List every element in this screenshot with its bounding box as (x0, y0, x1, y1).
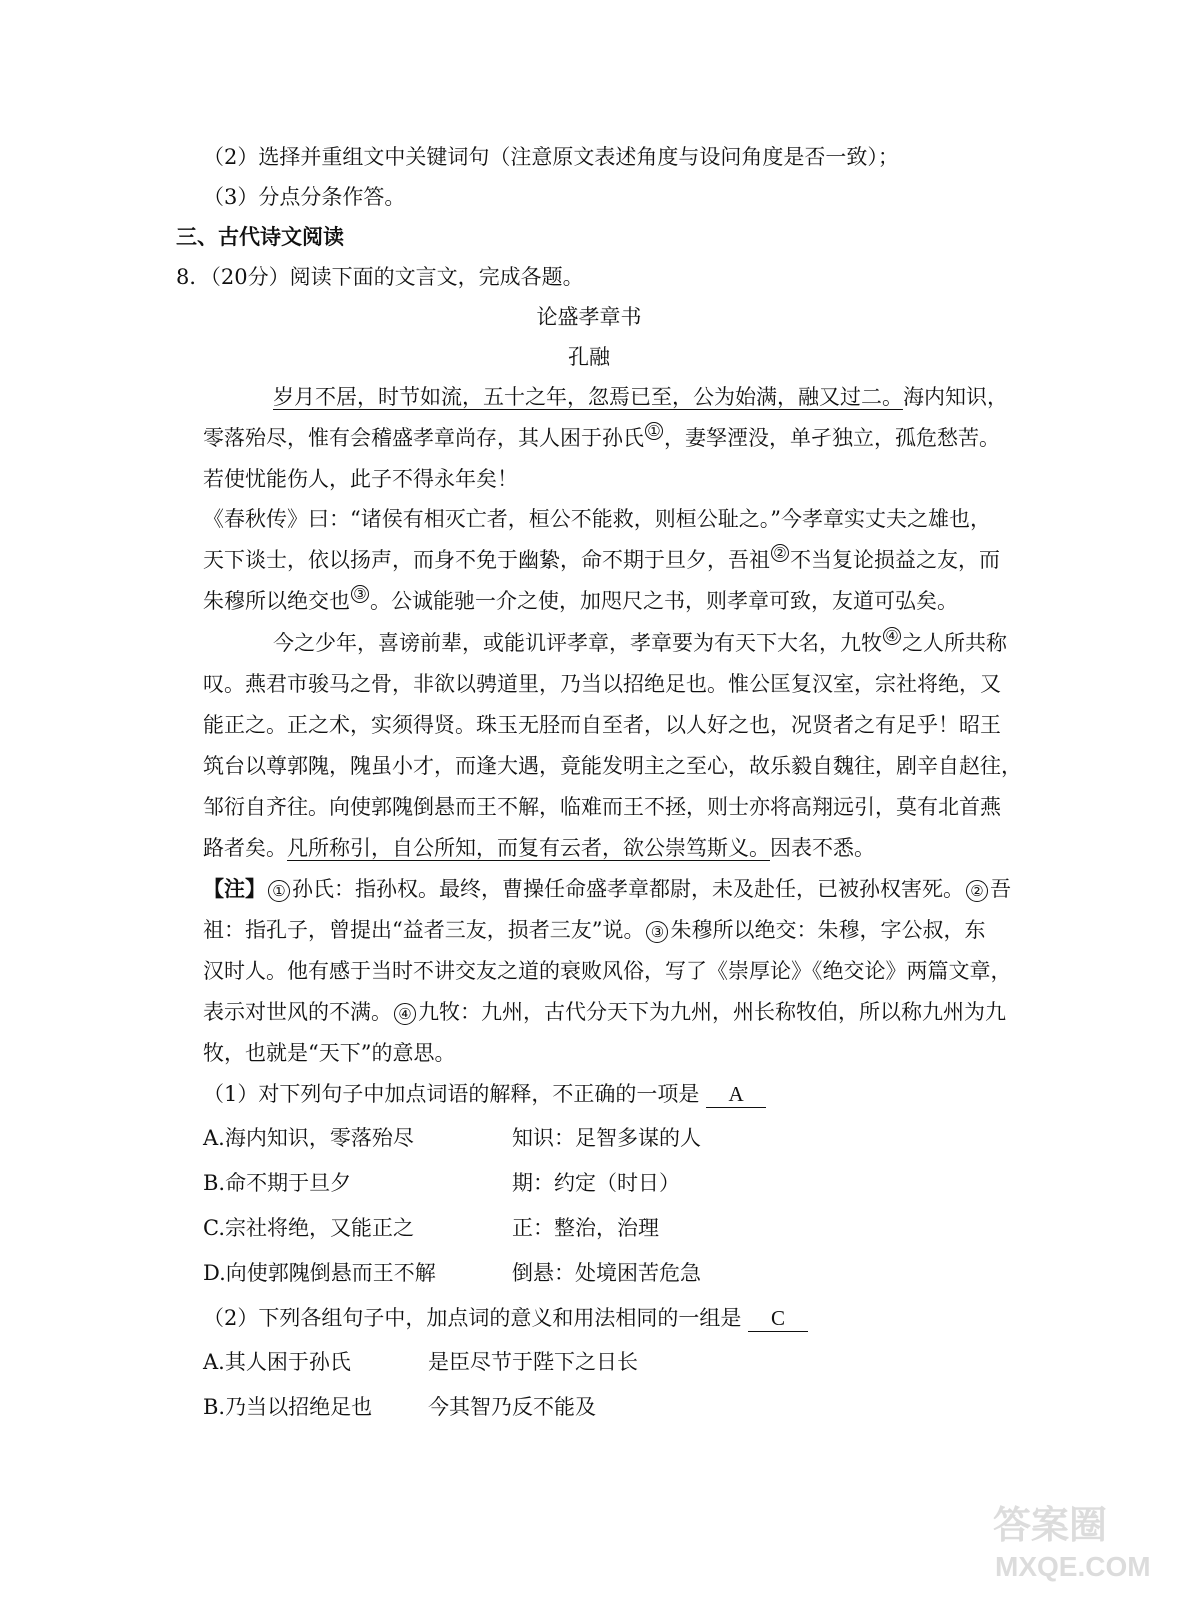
passage-line: 筑台以尊郭隗，隗虽小才，而逢大遇，竟能发明主之至心，故乐毅自魏往，剧辛自赵往， (203, 754, 1022, 778)
underlined-sentence: 岁月不居，时节如流，五十之年，忽焉已至，公为始满，融又过二。 (273, 385, 903, 409)
note-number-4: ④ (394, 1003, 416, 1025)
passage-line: 岁月不居，时节如流，五十之年，忽焉已至，公为始满，融又过二。海内知识， (273, 385, 1008, 409)
passage-line: 若使忧能伤人，此子不得永年矣！ (203, 467, 518, 491)
answer-tip-2: （2）选择并重组文中关键词句（注意原文表述角度与设问角度是否一致）； (203, 145, 899, 169)
note-marker-3: ③ (351, 585, 369, 603)
note-line: 表示对世风的不满。 ④ 九牧：九州，古代分天下为九州，州长称牧伯，所以称九州为九 (203, 1000, 1006, 1024)
question-8-intro: 8．（20分）阅读下面的文言文，完成各题。 (176, 265, 584, 289)
passage-title: 论盛孝章书 (536, 305, 642, 329)
q1-option-d: D.向使郭隗倒悬而王不解 倒悬：处境困苦危急 (203, 1261, 701, 1285)
question-2-answer: C (748, 1306, 808, 1332)
q1-option-a: A.海内知识，零落殆尽 知识：足智多谋的人 (203, 1126, 701, 1150)
note-line: 汉时人。他有感于当时不讲交友之道的衰败风俗，写了《崇厚论》《绝交论》两篇文章， (203, 959, 1012, 983)
underlined-sentence: 凡所称引，自公所知，而复有云者，欲公崇笃斯义。 (287, 836, 770, 860)
passage-line: 朱穆所以绝交也 ③ 。公诚能驰一介之使，加咫尺之书，则孝章可致，友道可弘矣。 (203, 585, 958, 613)
watermark-top: 答案圈 (993, 1505, 1108, 1547)
passage-line: 叹。燕君市骏马之骨，非欲以骋道里，乃当以招绝足也。惟公匡复汉室，宗社将绝，又 (203, 672, 1001, 696)
note-line: 祖：指孔子，曾提出“益者三友，损者三友”说。 ③ 朱穆所以绝交：朱穆，字公叔，东 (203, 918, 986, 942)
note-marker-1: ① (645, 422, 663, 440)
question-1-answer: A (706, 1082, 766, 1108)
passage-line: 《春秋传》曰：“诸侯有相灭亡者，桓公不能救，则桓公耻之。”今孝章实丈夫之雄也， (203, 507, 991, 531)
q1-option-b: B.命不期于旦夕 期：约定（时日） (203, 1171, 680, 1195)
question-1-stem: （1）对下列句子中加点词语的解释，不正确的一项是 A (203, 1078, 766, 1108)
site-watermark (983, 1494, 1158, 1584)
q2-option-a: A.其人困于孙氏 是臣尽节于陛下之日长 (203, 1350, 638, 1374)
section-heading: 三、古代诗文阅读 (176, 224, 344, 249)
passage-line: 天下谈士，依以扬声，而身不免于幽絷，命不期于旦夕，吾祖 ② 不当复论损益之友，而 (203, 544, 1000, 572)
note-line: 【注】 ① 孙氏：指孙权。最终，曹操任命盛孝章都尉，未及赴任，已被孙权害死。 ② 吾 (203, 876, 1011, 901)
note-number-2: ② (966, 880, 988, 902)
note-number-3: ③ (646, 921, 668, 943)
passage-author: 孔融 (568, 345, 610, 369)
passage-line: 邹衍自齐往。向使郭隗倒悬而王不解，临难而王不拯，则士亦将高翔远引，莫有北首燕 (203, 795, 1001, 819)
watermark-bottom: MXQE.COM (995, 1551, 1151, 1582)
passage-line: 路者矣。凡所称引，自公所知，而复有云者，欲公崇笃斯义。因表不悉。 (203, 836, 875, 860)
passage-line: 能正之。正之术，实须得贤。珠玉无胫而自至者，以人好之也，况贤者之有足乎！昭王 (203, 713, 1001, 737)
passage-line: 今之少年，喜谤前辈，或能讥评孝章，孝章要为有天下大名，九牧 ④ 之人所共称 (273, 627, 1007, 655)
note-line: 牧，也就是“天下”的意思。 (203, 1041, 456, 1065)
note-number-1: ① (268, 880, 290, 902)
q2-option-b: B.乃当以招绝足也 今其智乃反不能及 (203, 1395, 596, 1419)
question-2-stem: （2）下列各组句子中，加点词的意义和用法相同的一组是 C (203, 1302, 808, 1332)
answer-tip-3: （3）分点分条作答。 (203, 185, 406, 209)
note-marker-4: ④ (883, 627, 901, 645)
q1-option-c: C.宗社将绝，又能正之 正：整治，治理 (203, 1216, 659, 1240)
passage-line: 零落殆尽，惟有会稽盛孝章尚存，其人困于孙氏 ① ，妻孥湮没，单孑独立，孤危愁苦。 (203, 422, 1000, 450)
note-marker-2: ② (771, 544, 789, 562)
